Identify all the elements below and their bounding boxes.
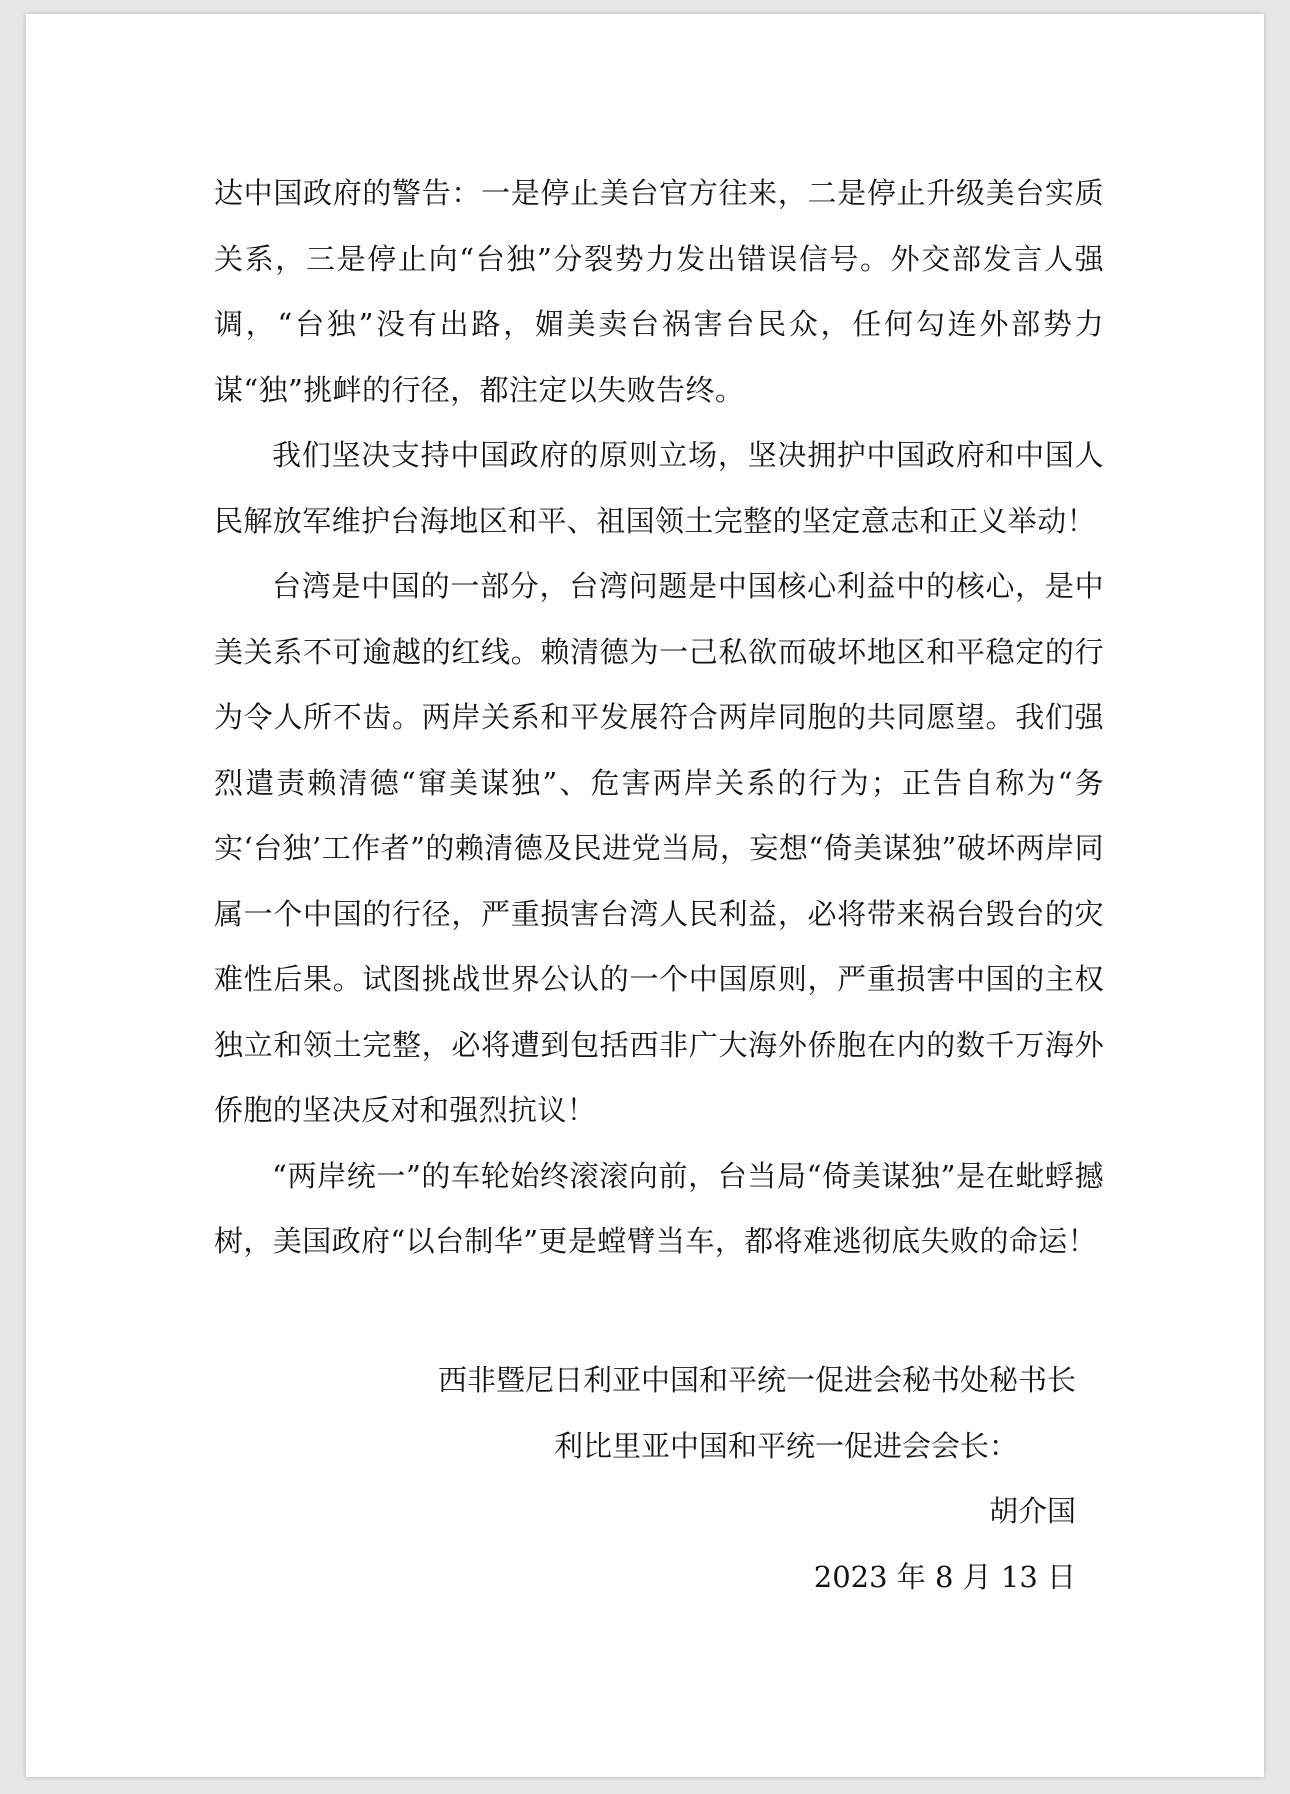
paragraph-continuation: 达中国政府的警告：一是停止美台官方往来，二是停止升级美台实质关系，三是停止向“台独”分裂势力发出错误信号。外交部发言人强调，“台独”没有出路，媚美卖台祸害台民众，任何勾连外部势力谋“独”挑衅的行径，都注定以失败告终。 [214, 176, 1104, 407]
signature-name: 胡介国 [988, 1494, 1076, 1528]
signature-block [438, 1348, 1076, 1610]
letter-body [214, 161, 1104, 1275]
signature-title-2: 利比里亚中国和平统一促进会会长： [553, 1428, 1018, 1463]
paragraph-taiwan-issue: 台湾是中国的一部分，台湾问题是中国核心利益中的核心，是中美关系不可逾越的红线。赖清德为一己私欲而破坏地区和平稳定的行为令人所不齿。两岸关系和平发展符合两岸同胞的共同愿望。我们强烈遣责赖清德“窜美谋独”、危害两岸关系的行为；正告自称为“务实‘台独’工作者”的赖清德及民进党当局，妄想“倚美谋独”破坏两岸同属一个中国的行径，严重损害台湾人民利益，必将带来祸台毁台的灾难性后果。试图挑战世界公认的一个中国原则，严重损害中国的主权独立和领土完整，必将遭到包括西非广大海外侨胞在内的数千万海外侨胞的坚决反对和强烈抗议！ [214, 569, 1104, 1127]
signature-title-1: 西非暨尼日利亚中国和平统一促进会秘书处秘书长 [437, 1363, 1076, 1397]
document-page [26, 14, 1264, 1777]
signature-date: 2023 年 8 月 13 日 [813, 1559, 1076, 1594]
paragraph-conclusion: “两岸统一”的车轮始终滚滚向前，台当局“倚美谋独”是在蚍蜉撼树，美国政府“以台制华”更是螳臂当车，都将难逃彻底失败的命运！ [214, 1158, 1104, 1258]
paragraph-support: 我们坚决支持中国政府的原则立场，坚决拥护中国政府和中国人民解放军维护台海地区和平、祖国领土完整的坚定意志和正义举动！ [214, 438, 1104, 538]
